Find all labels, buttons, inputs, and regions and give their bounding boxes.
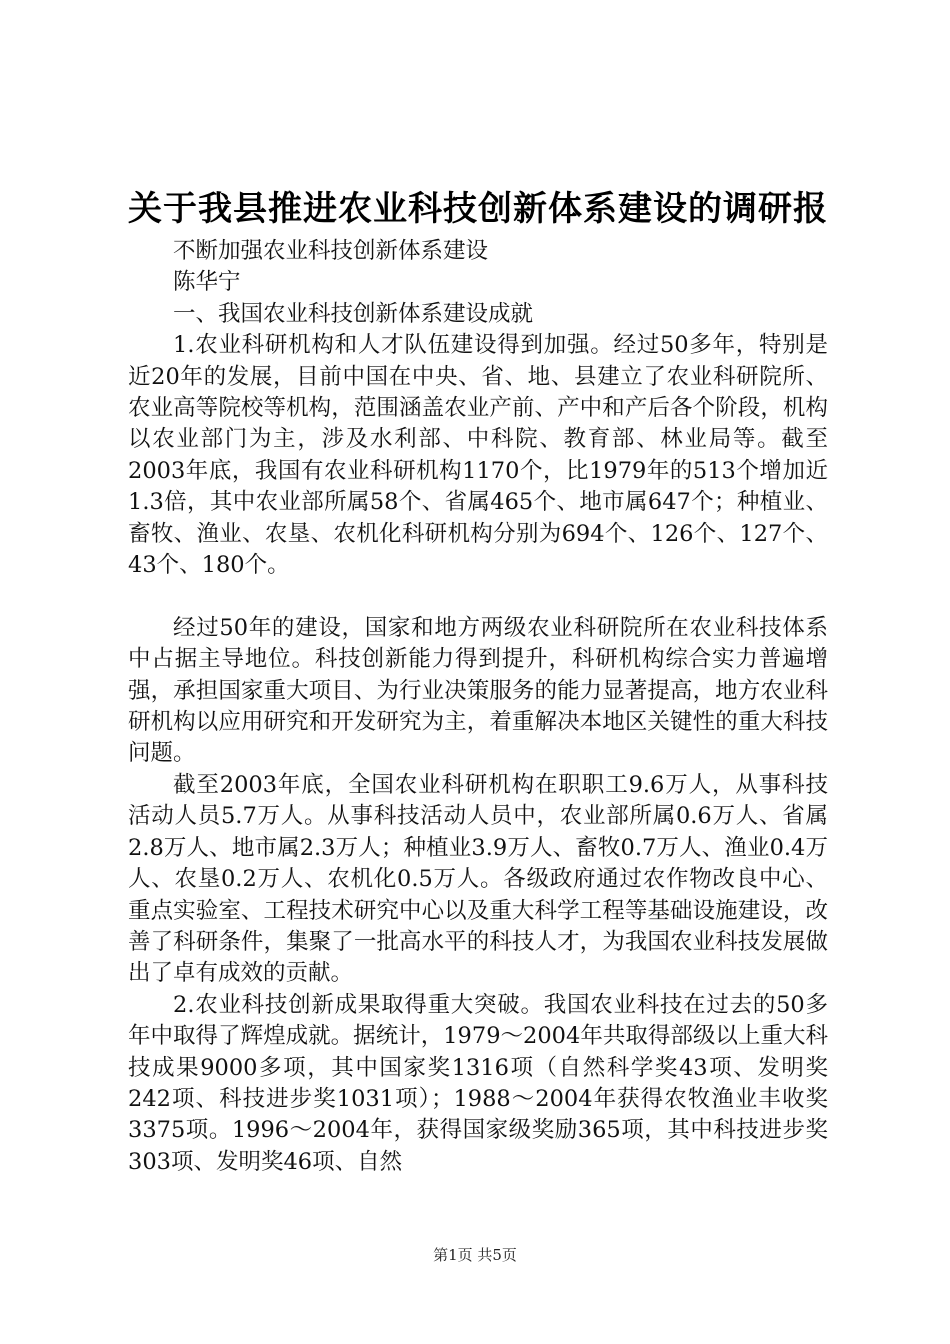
section-heading: 一、我国农业科技创新体系建设成就 — [173, 300, 534, 327]
document-body — [128, 236, 828, 1178]
paragraph: 2.农业科技创新成果取得重大突破。我国农业科技在过去的50多年中取得了辉煌成就。据统计，1979～2004年共取得部级以上重大科技成果9000多项，其中国家奖1316项（自然科学奖43项、发明奖242项、科技进步奖1031项）；1988～2004年获得农牧渔业丰收奖3375项。1996～2004年，获得国家级奖励365项，其中科技进步奖303项、发明奖46项、自然 — [128, 991, 828, 1175]
paragraph: 截至2003年底，全国农业科研机构在职职工9.6万人，从事科技活动人员5.7万人。从事科技活动人员中，农业部所属0.6万人、省属2.8万人、地市属2.3万人；种植业3.9万人、畜牧0.7万人、渔业0.4万人、农垦0.2万人、农机化0.5万人。各级政府通过农作物改良中心、重点实验室、工程技术研究中心以及重大科学工程等基础设施建设，改善了科研条件，集聚了一批高水平的科技人才，为我国农业科技发展做出了卓有成效的贡献。 — [128, 771, 828, 987]
page-number-footer: 第1页 共5页 — [433, 1246, 517, 1264]
author-name: 陈华宁 — [173, 269, 241, 296]
document-title: 关于我县推进农业科技创新体系建设的调研报 — [128, 189, 828, 229]
paragraph: 1.农业科研机构和人才队伍建设得到加强。经过50多年，特别是近20年的发展，目前中国在中央、省、地、县建立了农业科研院所、农业高等院校等机构，范围涵盖农业产前、产中和产后各个阶段，机构以农业部门为主，涉及水利部、中科院、教育部、林业局等。截至2003年底，我国有农业科研机构1170个，比1979年的513个增加近1.3倍，其中农业部所属58个、省属465个、地市属647个；种植业、畜牧、渔业、农垦、农机化科研机构分别为694个、126个、127个、43个、180个。 — [128, 332, 828, 579]
paragraph: 经过50年的建设，国家和地方两级农业科研院所在农业科技体系中占据主导地位。科技创新能力得到提升，科研机构综合实力普遍增强，承担国家重大项目、为行业决策服务的能力显著提高，地方农业科研机构以应用研究和开发研究为主，着重解决本地区关键性的重大科技问题。 — [128, 614, 828, 767]
subtitle: 不断加强农业科技创新体系建设 — [173, 238, 489, 264]
